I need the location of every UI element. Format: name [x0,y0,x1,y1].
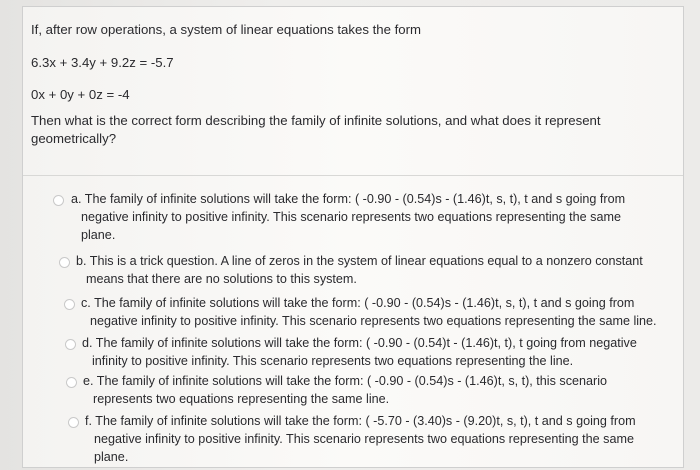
option-b-line-2: means that there are no solutions to this system. [86,272,357,286]
option-f[interactable] [23,409,683,465]
option-c-line-2: negative infinity to positive infinity. This scenario represents two equations representing the same line. [90,314,657,328]
option-b-line-1: b. This is a trick question. A line of zeros in the system of linear equations equal to a nonzero constant [76,254,643,268]
option-e[interactable] [23,369,683,407]
option-c[interactable] [23,291,683,329]
question-stem [23,7,683,176]
option-f-line-1: f. The family of infinite solutions will take the form: ( -5.70 - (3.40)s - (9.20)t, s, t), t and s going from [85,414,636,428]
equation-2: 0x + 0y + 0z = -4 [31,87,130,102]
option-c-line-1: c. The family of infinite solutions will take the form: ( -0.90 - (0.54)s - (1.46)t, s, t), t and s going from [81,296,635,310]
option-f-radio[interactable] [68,417,79,428]
option-d-radio[interactable] [65,339,76,350]
equation-1: 6.3x + 3.4y + 9.2z = -5.7 [31,55,174,70]
question-prompt: If, after row operations, a system of linear equations takes the form [31,22,421,37]
question-text-line-1: Then what is the correct form describing the family of infinite solutions, and what does it represent [31,113,601,128]
question-card [22,6,684,468]
option-e-line-1: e. The family of infinite solutions will take the form: ( -0.90 - (0.54)s - (1.46)t, s, t), this scenario [83,374,608,388]
option-c-radio[interactable] [64,299,75,310]
option-a[interactable] [23,187,683,243]
question-text-line-2: geometrically? [31,131,117,146]
option-d-line-2: infinity to positive infinity. This scenario represents two equations representing the line. [92,354,574,368]
option-b[interactable] [23,249,683,287]
option-a-line-2: negative infinity to positive infinity. This scenario represents two equations representing the same [81,210,621,224]
option-a-line-3: plane. [81,228,116,242]
option-a-line-1: a. The family of infinite solutions will take the form: ( -0.90 - (0.54)s - (1.46)t, s, t), t and s going from [71,192,626,206]
option-d-line-1: d. The family of infinite solutions will take the form: ( -0.90 - (0.54)t - (1.46)t, t), t going from negative [82,336,637,350]
option-d[interactable] [23,331,683,369]
option-f-line-2: negative infinity to positive infinity. This scenario represents two equations representing the same [94,432,634,446]
option-e-radio[interactable] [66,377,77,388]
option-a-radio[interactable] [53,195,64,206]
option-f-line-3: plane. [94,450,129,464]
option-b-radio[interactable] [59,257,70,268]
option-e-line-2: represents two equations representing the same line. [93,392,390,406]
